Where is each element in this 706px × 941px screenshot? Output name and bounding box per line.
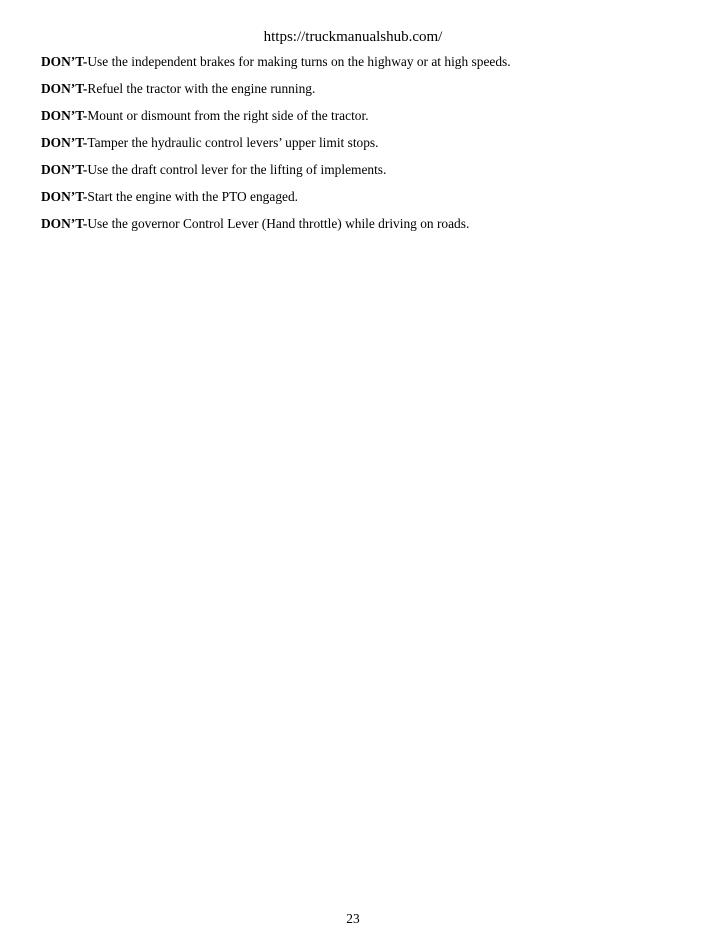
rule-item [41,107,681,124]
header-url: https://truckmanualshub.com/ [263,29,443,45]
rule-label: DON’T- [41,81,88,96]
rule-item [41,161,681,178]
rule-text: Use the governor Control Lever (Hand throttle) while driving on roads. [87,216,470,231]
rule-item [41,80,681,97]
rule-text: Tamper the hydraulic control levers’ upper limit stops. [87,135,379,150]
rule-label: DON’T- [41,162,88,177]
rule-label: DON’T- [41,189,88,204]
rule-label: DON’T- [41,135,88,150]
rule-item [41,134,681,151]
rule-label: DON’T- [41,54,88,69]
rule-text: Mount or dismount from the right side of the tractor. [87,108,369,123]
rule-text: Use the draft control lever for the lifting of implements. [87,162,387,177]
dont-rules-list [41,53,681,242]
rule-text: Refuel the tractor with the engine running. [87,81,316,96]
rule-text: Use the independent brakes for making turns on the highway or at high speeds. [87,54,511,69]
rule-text: Start the engine with the PTO engaged. [87,189,298,204]
rule-label: DON’T- [41,108,88,123]
rule-item [41,53,681,70]
rule-label: DON’T- [41,216,88,231]
page-number: 23 [346,911,360,926]
rule-item [41,215,681,232]
rule-item [41,188,681,205]
